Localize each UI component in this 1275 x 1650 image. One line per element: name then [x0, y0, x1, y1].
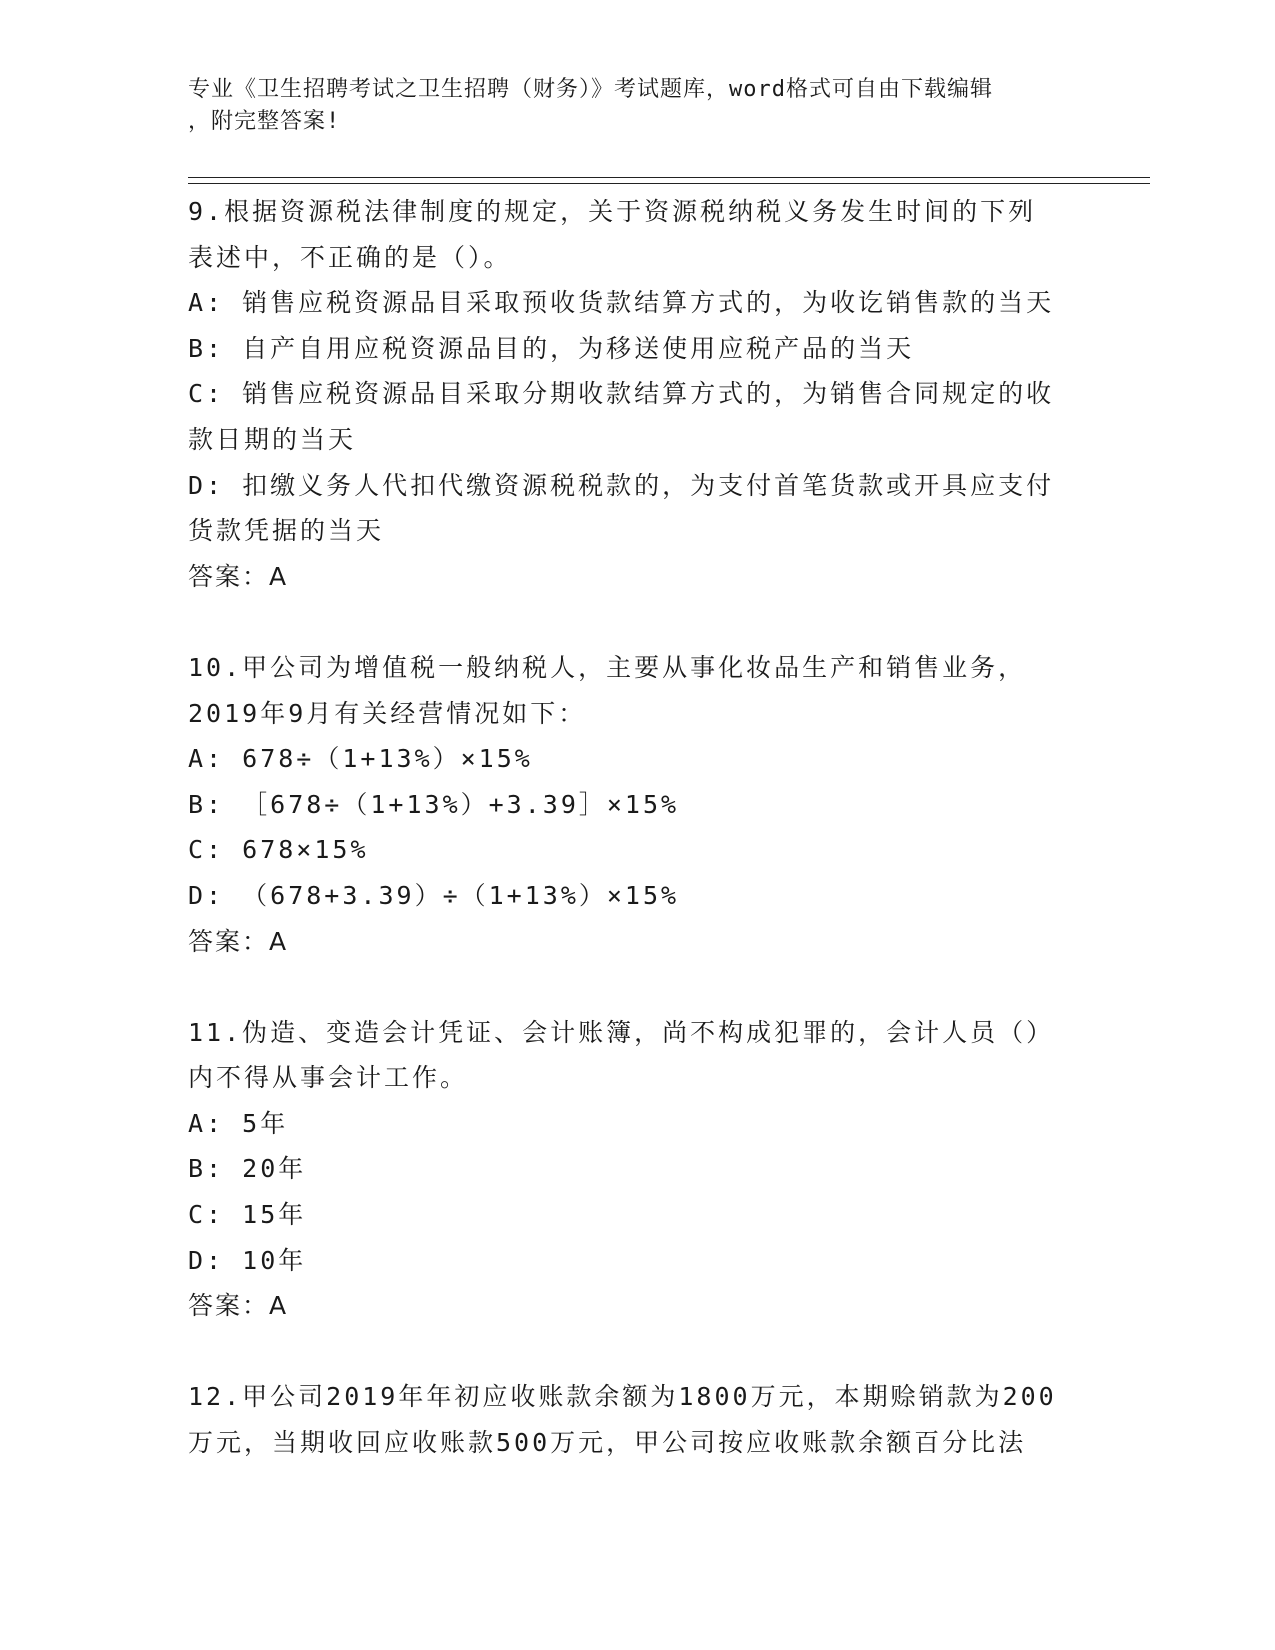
- question-stem-line: 10.甲公司为增值税一般纳税人，主要从事化妆品生产和销售业务，: [188, 652, 1027, 682]
- option-a: A: 5年: [188, 1108, 289, 1138]
- question-12: [188, 1374, 1088, 1465]
- header-line-2: ，附完整答案!: [188, 109, 341, 134]
- question-stem-line: 2019年9月有关经营情况如下：: [188, 698, 587, 728]
- option-c: C: 销售应税资源品目采取分期收款结算方式的，为销售合同规定的收: [188, 379, 1055, 409]
- option-a: A: 678÷（1+13%）×15%: [188, 744, 533, 774]
- spacer: [188, 964, 1088, 1010]
- document-header: [188, 74, 1068, 138]
- option-c-continued: 款日期的当天: [188, 424, 357, 454]
- answer-label: 答案：A: [188, 926, 289, 956]
- question-stem-line: 11.伪造、变造会计凭证、会计账簿，尚不构成犯罪的，会计人员（）: [188, 1017, 1055, 1047]
- question-11: [188, 1010, 1088, 1329]
- header-line-1: 专业《卫生招聘考试之卫生招聘（财务）》考试题库，word格式可自由下载编辑: [188, 77, 993, 102]
- question-stem-line: 12.甲公司2019年年初应收账款余额为1800万元，本期赊销款为200: [188, 1382, 1057, 1412]
- question-10: [188, 645, 1088, 964]
- option-b: B: 自产自用应税资源品目的，为移送使用应税产品的当天: [188, 333, 915, 363]
- option-d: D: 10年: [188, 1245, 307, 1275]
- option-c: C: 15年: [188, 1200, 307, 1230]
- question-stem-line: 表述中，不正确的是（）。: [188, 242, 512, 272]
- question-stem-line: 9.根据资源税法律制度的规定，关于资源税纳税义务发生时间的下列: [188, 197, 1037, 226]
- option-d: D: （678+3.39）÷（1+13%）×15%: [188, 880, 680, 910]
- option-c: C: 678×15%: [188, 835, 369, 865]
- question-list: [188, 189, 1088, 1466]
- question-9: [188, 189, 1088, 599]
- answer-label: 答案：A: [188, 1291, 289, 1321]
- question-stem-line: 内不得从事会计工作。: [188, 1063, 469, 1093]
- question-stem-line: 万元，当期收回应收账款500万元，甲公司按应收账款余额百分比法: [188, 1428, 1027, 1458]
- option-b: B: 20年: [188, 1154, 307, 1184]
- option-a: A: 销售应税资源品目采取预收货款结算方式的，为收讫销售款的当天: [188, 288, 1055, 318]
- header-divider-bottom: [188, 183, 1150, 184]
- spacer: [188, 1329, 1088, 1375]
- header-divider-top: [188, 177, 1150, 178]
- option-d-continued: 货款凭据的当天: [188, 516, 385, 546]
- answer-label: 答案：A: [188, 561, 289, 591]
- option-b: B: ［678÷（1+13%）+3.39］×15%: [188, 789, 680, 819]
- spacer: [188, 599, 1088, 645]
- option-d: D: 扣缴义务人代扣代缴资源税税款的，为支付首笔货款或开具应支付: [188, 470, 1055, 500]
